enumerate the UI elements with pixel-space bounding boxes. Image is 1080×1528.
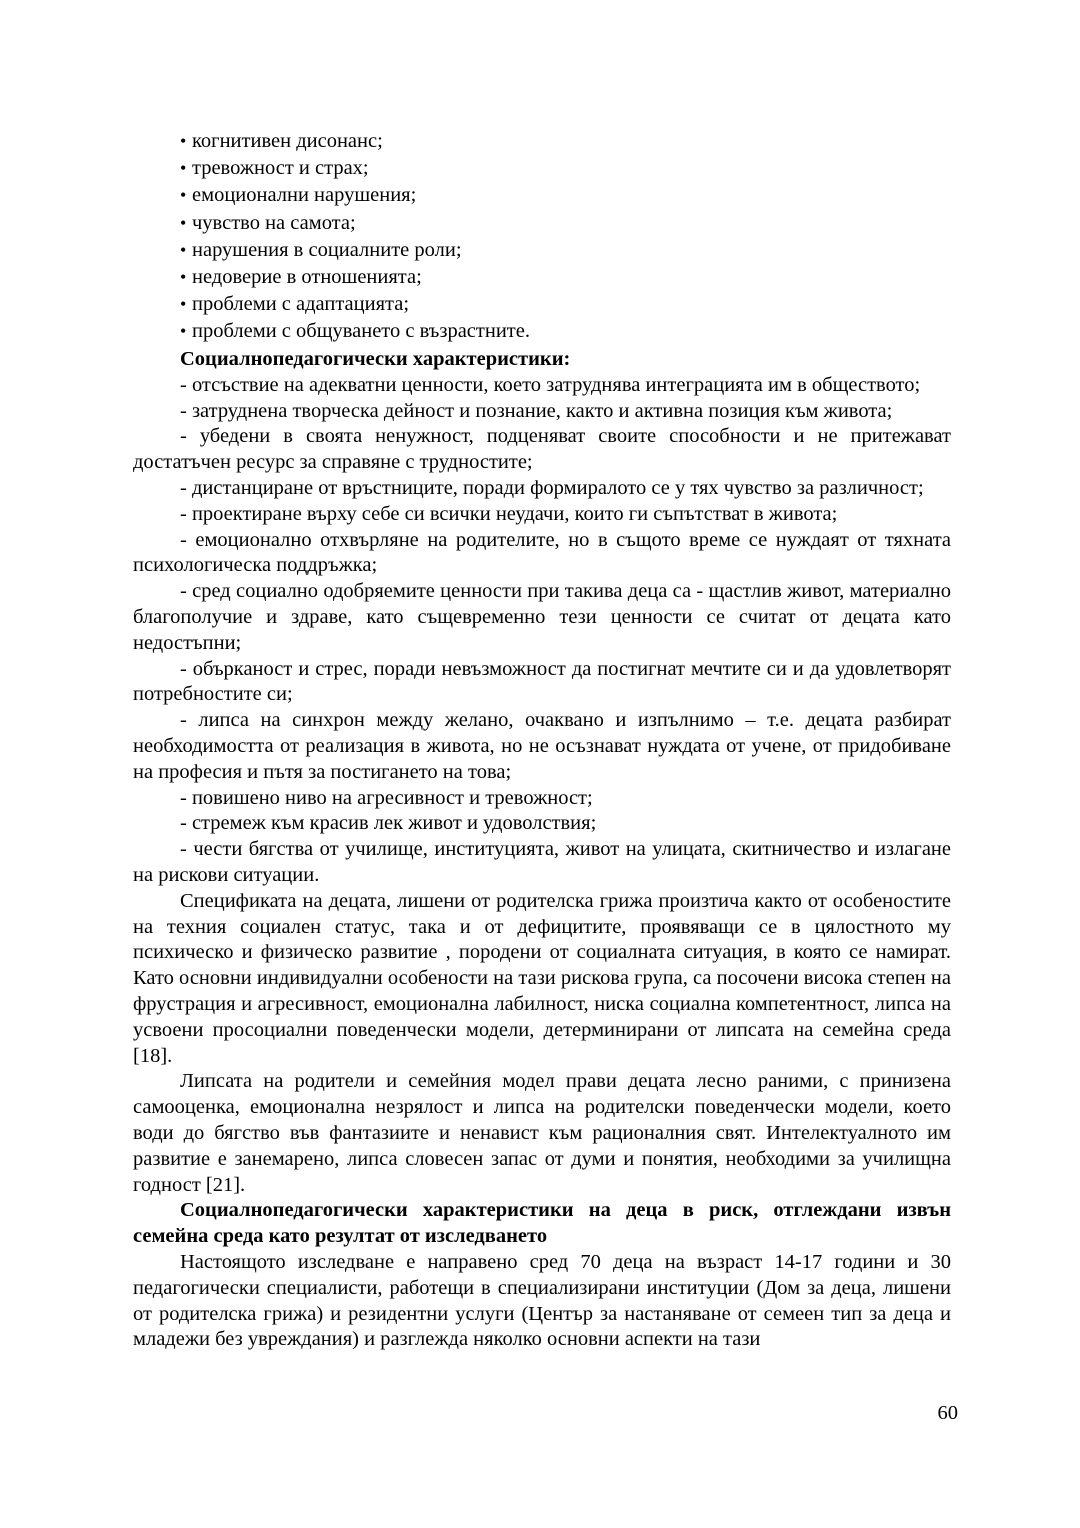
bullet-item [180,291,951,318]
bullet-icon: • [180,158,187,179]
bullet-item-text: когнитивен дисонанс; [192,130,383,152]
paragraph: - дистанциране от връстниците, поради формиралото се у тях чувство за различност; [180,477,924,500]
paragraph: - убедени в своята ненужност, подценяват своите способности и не притежават достатъчен ресурс за справяне с трудностите; [133,425,951,474]
paragraph: - липса на синхрон между желано, очаквано и изпълнимо – т.е. децата разбират необходимостта от реализация в живота, но не осъзнават нуждата от учене, от придобиване на професия и пътя за постигането на това; [133,709,951,783]
bullet-item-text: чувство на самота; [192,211,356,234]
bullet-item [180,128,951,155]
bullet-item [180,182,951,209]
paragraph: - проектиране върху себе си всички неудачи, които ги съпътстват в живота; [180,502,838,525]
paragraph: - сред социално одобряемите ценности при такива деца са - щастлив живот, материално благополучие и здраве, като същевременно тези ценности се считат от децата като недостъпни; [133,580,951,654]
bullet-icon: • [180,131,187,151]
bullet-item [180,318,951,345]
paragraph: Липсата на родители и семейния модел прави децата лесно раними, с принизена самооценка, емоционална незрялост и липса на родителски поведенчески модели, което води до бягство във фантазиите и ненавист към рационалния свят. Интелектуалното им развитие е занемарено, липса словесен запас от думи и понятия, необходими за училищна годност [21]. [133,1070,951,1196]
section-heading-socio-pedagogical: Социалнопедагогически характеристики: [180,347,571,370]
bullet-icon: • [180,212,187,233]
bullet-icon: • [180,185,187,206]
bullet-icon: • [180,239,187,260]
bullet-item-text: нарушения в социалните роли; [192,238,462,261]
paragraph: - отсъствие на адекватни ценности, което затруднява интеграцията им в обществото; [180,373,921,396]
paragraph: Настоящото изследване е направено сред 70 деца на възраст 14-17 години и 30 педагогически специалисти, работещи в специализирани институции (Дом за деца, лишени от родителска грижа) и резидентни услуги (Център за настаняване от семеен тип за деца и младежи без увреждания) и разглежда няколко основни аспекти на тази [133,1250,951,1351]
bullet-item-text: емоционални нарушения; [192,184,417,207]
bullet-icon: • [180,294,187,315]
paragraph: - стремеж към красив лек живот и удоволствия; [180,812,597,835]
paragraph: - повишено ниво на агресивност и тревожност; [180,786,593,809]
paragraph: - чести бягства от училище, институцията, живот на улицата, скитничество и излагане на рискови ситуации. [133,838,951,886]
bullet-item-text: проблеми с адаптацията; [192,293,410,316]
section-heading-children-at-risk: Социалнопедагогически характеристики на деца в риск, отглеждани извън семейна среда като резултат от изследването [133,1199,951,1248]
bullet-item [180,264,951,291]
bullet-icon: • [180,267,187,288]
bullet-item-text: недоверие в отношенията; [192,266,422,289]
bullet-item-text: тревожност и страх; [192,157,369,180]
document-body [133,128,951,1353]
bullet-item [180,210,951,237]
paragraph: Спецификата на децата, лишени от родителска грижа произтича както от особеностите на техния социален статус, така и от дефицитите, проявяващи се в цялостното му психическо и физическо развитие , породени от социалната ситуация, в която се намират. Като основни индивидуални особености на тази рискова група, са посочени висока степен на фрустрация и агресивност, емоционална лабилност, ниска социална компетентност, липса на усвоени просоциални поведенчески модели, детерминирани от липсата на семейна среда [18]. [133,889,951,1067]
bullet-item-text: проблеми с общуването с възрастните. [192,320,530,343]
paragraph: - затруднена творческа дейност и познание, както и активна позиция към живота; [180,399,893,422]
page-number: 60 [937,1402,958,1424]
paragraph: - обърканост и стрес, поради невъзможност да постигнат мечтите си и да удовлетворят потребностите си; [133,657,951,706]
bullet-list [133,128,951,346]
bullet-item [180,237,951,264]
paragraph: - емоционално отхвърляне на родителите, но в същото време се нуждаят от тяхната психологическа поддръжка; [133,528,951,577]
bullet-item [180,155,951,182]
bullet-icon: • [180,321,187,342]
